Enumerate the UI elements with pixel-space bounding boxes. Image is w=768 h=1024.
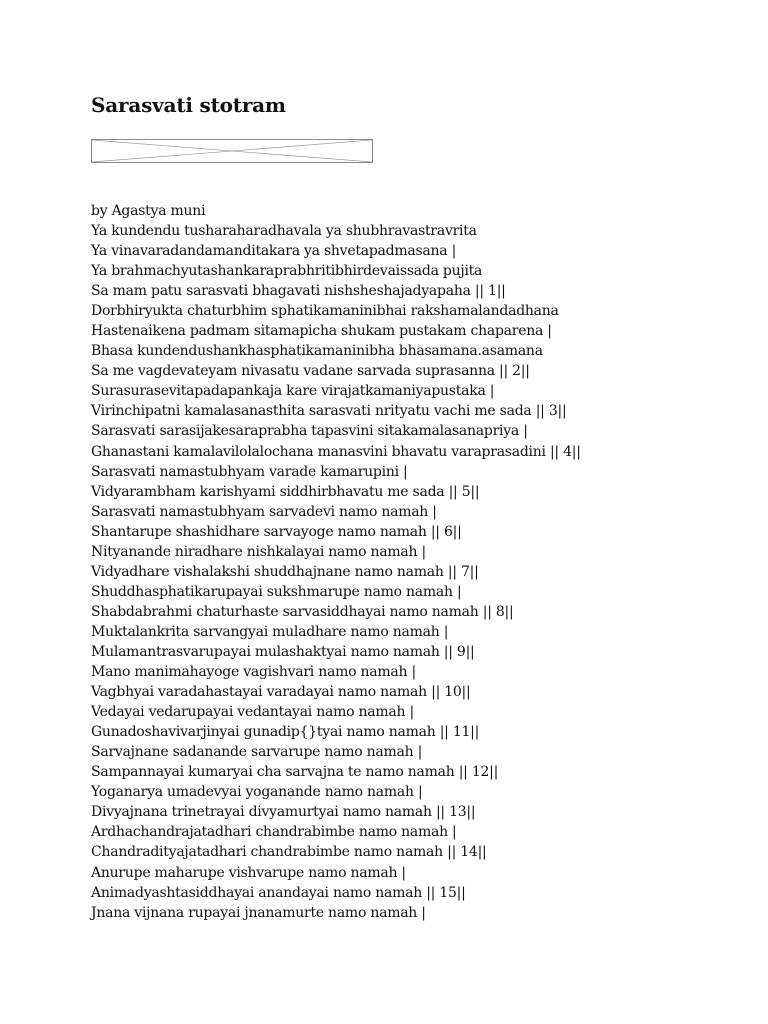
verse-line: Vedayai vedarupayai vedantayai namo namah | xyxy=(91,704,414,721)
image-cross-icon xyxy=(92,140,372,162)
verse-line: Shabdabrahmi chaturhaste sarvasiddhayai namo namah || 8|| xyxy=(91,603,514,620)
verse-line: Yoganarya umadevyai yoganande namo namah | xyxy=(91,784,423,801)
verse-line: Vidyarambham karishyami siddhirbhavatu me sada || 5|| xyxy=(91,483,480,500)
verse-line: Bhasa kundendushankhasphatikamaninibha bhasamana.asamana xyxy=(91,343,543,360)
verse-line: Divyajnana trinetrayai divyamurtyai namo namah || 13|| xyxy=(91,804,476,821)
verse-line: Gunadoshavivarjinyai gunadip{}tyai namo namah || 11|| xyxy=(91,724,480,741)
verse-line: Mano manimahayoge vagishvari namo namah | xyxy=(91,664,416,681)
verse-line: Nityanande niradhare nishkalayai namo namah | xyxy=(91,543,426,560)
verse-line: Vidyadhare vishalakshi shuddhajnane namo namah || 7|| xyxy=(91,563,479,580)
verse-line: Sarasvati namastubhyam varade kamarupini | xyxy=(91,463,408,480)
verse-line: Vagbhyai varadahastayai varadayai namo namah || 10|| xyxy=(91,684,471,701)
verse-line: Shuddhasphatikarupayai sukshmarupe namo namah | xyxy=(91,583,462,600)
verse-line: Ghanastani kamalavilolalochana manasvini bhavatu varaprasadini || 4|| xyxy=(91,443,581,460)
verse-line: Muktalankrita sarvangyai muladhare namo namah | xyxy=(91,623,449,640)
verse-line: Animadyashtasiddhayai anandayai namo namah || 15|| xyxy=(91,884,466,901)
verse-line: Sarasvati sarasijakesaraprabha tapasvini sitakamalasanapriya | xyxy=(91,423,528,440)
verse-line: Anurupe maharupe vishvarupe namo namah | xyxy=(91,864,406,881)
verse-line: Surasurasevitapadapankaja kare virajatkamaniyapustaka | xyxy=(91,383,495,400)
verse-line: Sa mam patu sarasvati bhagavati nishsheshajadyapaha || 1|| xyxy=(91,283,506,300)
verse-line: Sa me vagdevateyam nivasatu vadane sarvada suprasanna || 2|| xyxy=(91,363,530,380)
verse-line: Sampannayai kumaryai cha sarvajna te namo namah || 12|| xyxy=(91,764,499,781)
verse-line: Jnana vijnana rupayai jnanamurte namo namah | xyxy=(91,904,426,921)
verse-line: Dorbhiryukta chaturbhim sphatikamaninibhai rakshamalandadhana xyxy=(91,303,559,320)
verse-line: Sarasvati namastubhyam sarvadevi namo namah | xyxy=(91,503,437,520)
verse-list xyxy=(91,221,581,923)
verse-line: Chandradityajatadhari chandrabimbe namo namah || 14|| xyxy=(91,844,487,861)
verse-line: Mulamantrasvarupayai mulashaktyai namo namah || 9|| xyxy=(91,643,475,660)
page-title: Sarasvati stotram xyxy=(91,93,286,117)
verse-line: Sarvajnane sadanande sarvarupe namo namah | xyxy=(91,744,423,761)
verse-line: Virinchipatni kamalasanasthita sarasvati nrityatu vachi me sada || 3|| xyxy=(91,403,567,420)
verse-line: Ya kundendu tusharaharadhavala ya shubhravastravrita xyxy=(91,223,477,239)
verse-line: Shantarupe shashidhare sarvayoge namo namah || 6|| xyxy=(91,523,462,540)
verse-line: Ardhachandrajatadhari chandrabimbe namo namah | xyxy=(91,824,457,841)
broken-image-placeholder xyxy=(91,139,373,163)
author-byline: by Agastya muni xyxy=(91,203,206,219)
verse-line: Ya vinavaradandamanditakara ya shvetapadmasana | xyxy=(91,243,457,260)
verse-line: Ya brahmachyutashankaraprabhritibhirdevaissada pujita xyxy=(91,263,483,280)
verse-line: Hastenaikena padmam sitamapicha shukam pustakam chaparena | xyxy=(91,323,552,340)
